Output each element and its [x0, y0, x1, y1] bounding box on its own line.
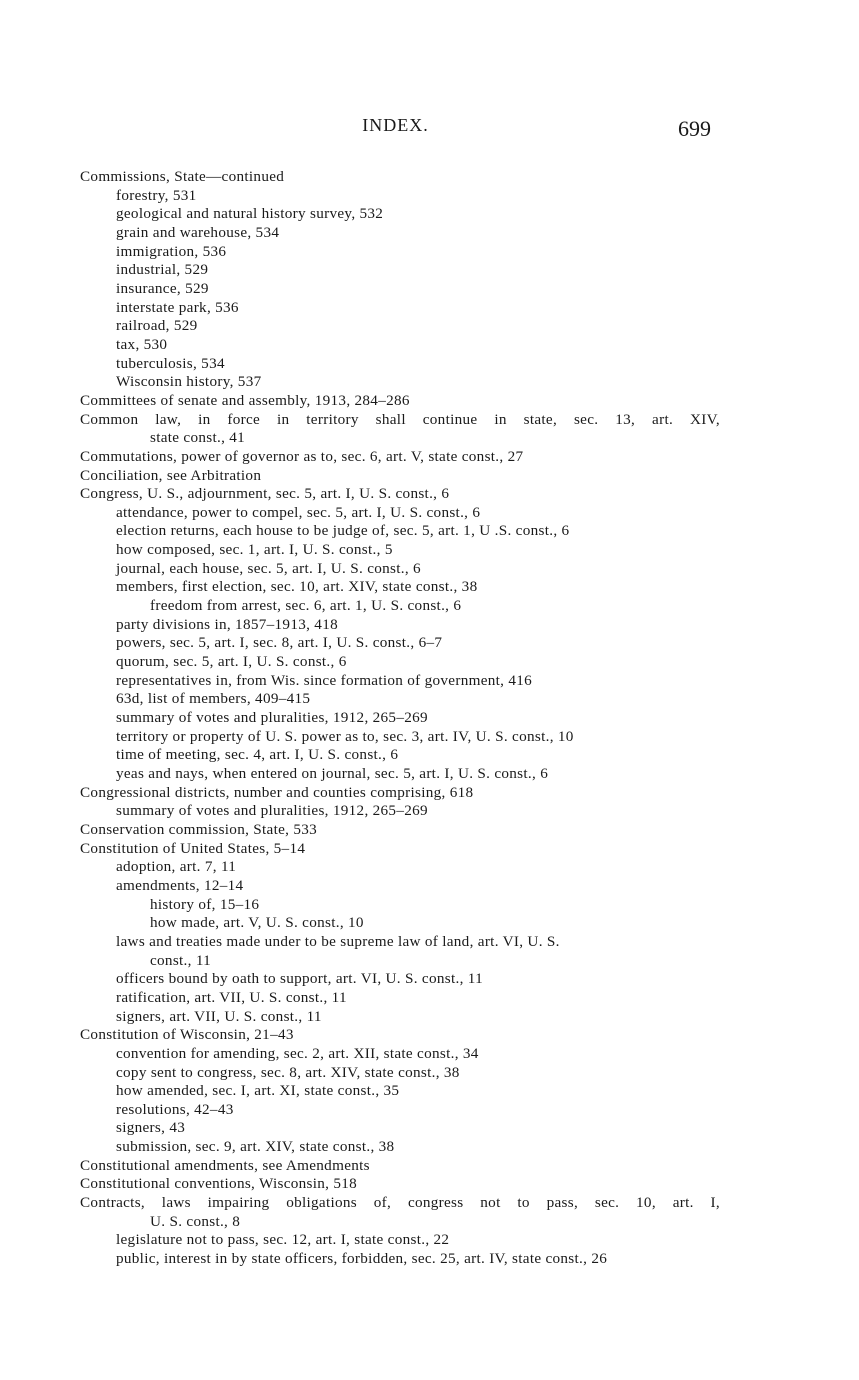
index-entry: Contracts, laws impairing obligations of, congress not to pass, sec. 10, art. I, — [80, 1194, 720, 1212]
index-entry: interstate park, 536 — [116, 298, 239, 316]
index-entry: resolutions, 42–43 — [116, 1100, 234, 1118]
index-entry: signers, art. VII, U. S. const., 11 — [116, 1007, 322, 1025]
index-entry: forestry, 531 — [116, 186, 197, 204]
index-entry: Congressional districts, number and counties comprising, 618 — [80, 783, 474, 801]
index-entry: industrial, 529 — [116, 261, 209, 279]
index-entry: Constitutional amendments, see Amendments — [80, 1156, 370, 1174]
index-entry: Committees of senate and assembly, 1913, 284–286 — [80, 391, 410, 409]
index-entry: 63d, list of members, 409–415 — [116, 690, 311, 708]
index-entry: Conservation commission, State, 533 — [80, 820, 318, 838]
index-entry: Constitution of United States, 5–14 — [80, 839, 306, 857]
index-entry: legislature not to pass, sec. 12, art. I, state const., 22 — [116, 1231, 450, 1249]
index-entry: how amended, sec. I, art. XI, state const., 35 — [116, 1082, 400, 1100]
index-entry: powers, sec. 5, art. I, sec. 8, art. I, U. S. const., 6–7 — [116, 634, 443, 652]
index-entry: signers, 43 — [116, 1119, 186, 1137]
index-entry: amendments, 12–14 — [116, 876, 244, 894]
index-entry: Constitution of Wisconsin, 21–43 — [80, 1026, 294, 1044]
index-entry: summary of votes and pluralities, 1912, 265–269 — [116, 709, 428, 727]
index-entry: Commissions, State—continued — [80, 168, 285, 185]
index-entry: party divisions in, 1857–1913, 418 — [116, 615, 338, 633]
index-entry: copy sent to congress, sec. 8, art. XIV, state const., 38 — [116, 1063, 460, 1081]
index-entry: Constitutional conventions, Wisconsin, 518 — [80, 1175, 358, 1193]
index-entry: tuberculosis, 534 — [116, 354, 225, 372]
index-entry: how made, art. V, U. S. const., 10 — [150, 914, 364, 932]
index-entry: laws and treaties made under to be supreme law of land, art. VI, U. S. — [116, 932, 560, 950]
index-entry: grain and warehouse, 534 — [116, 223, 280, 241]
index-entry: officers bound by oath to support, art. VI, U. S. const., 11 — [116, 970, 483, 988]
index-entry: convention for amending, sec. 2, art. XII, state const., 34 — [116, 1044, 479, 1062]
index-entry: history of, 15–16 — [150, 895, 260, 913]
index-entry: immigration, 536 — [116, 242, 227, 260]
index-entry: adoption, art. 7, 11 — [116, 858, 237, 876]
index-entry: public, interest in by state officers, forbidden, sec. 25, art. IV, state const., 26 — [116, 1250, 608, 1268]
index-entry: tax, 530 — [116, 335, 168, 353]
index-entry: Commutations, power of governor as to, sec. 6, art. V, state const., 27 — [80, 447, 524, 465]
page-number: 699 — [678, 116, 711, 141]
index-entry: quorum, sec. 5, art. I, U. S. const., 6 — [116, 653, 347, 671]
index-entry: Wisconsin history, 537 — [116, 373, 262, 391]
index-entry: summary of votes and pluralities, 1912, 265–269 — [116, 802, 428, 820]
index-entry: journal, each house, sec. 5, art. I, U. S. const., 6 — [116, 559, 421, 577]
index-entry: const., 11 — [150, 951, 212, 969]
index-entry: how composed, sec. 1, art. I, U. S. const., 5 — [116, 541, 393, 559]
index-entry: territory or property of U. S. power as to, sec. 3, art. IV, U. S. const., 10 — [116, 727, 574, 745]
index-entry: U. S. const., 8 — [150, 1212, 241, 1230]
index-entry: submission, sec. 9, art. XIV, state const., 38 — [116, 1138, 395, 1156]
index-entry: members, first election, sec. 10, art. XIV, state const., 38 — [116, 578, 478, 596]
page-title: INDEX. — [362, 115, 429, 135]
index-entry: time of meeting, sec. 4, art. I, U. S. const., 6 — [116, 746, 399, 764]
index-entry: Conciliation, see Arbitration — [80, 466, 262, 484]
index-entry: railroad, 529 — [116, 317, 198, 335]
index-entry: Congress, U. S., adjournment, sec. 5, art. I, U. S. const., 6 — [80, 485, 450, 503]
index-entry: ratification, art. VII, U. S. const., 11 — [116, 988, 347, 1006]
index-entry: attendance, power to compel, sec. 5, art. I, U. S. const., 6 — [116, 503, 481, 521]
index-entry: representatives in, from Wis. since formation of government, 416 — [116, 671, 533, 689]
index-entry: insurance, 529 — [116, 279, 209, 297]
index-entries — [80, 168, 720, 1269]
index-entry: Common law, in force in territory shall continue in state, sec. 13, art. XIV, — [80, 410, 720, 428]
index-entry: election returns, each house to be judge of, sec. 5, art. 1, U .S. const., 6 — [116, 522, 570, 540]
index-entry: yeas and nays, when entered on journal, sec. 5, art. I, U. S. const., 6 — [116, 765, 549, 782]
index-entry: freedom from arrest, sec. 6, art. 1, U. S. const., 6 — [150, 597, 462, 615]
index-entry: geological and natural history survey, 532 — [116, 205, 384, 223]
index-entry: state const., 41 — [150, 429, 246, 447]
